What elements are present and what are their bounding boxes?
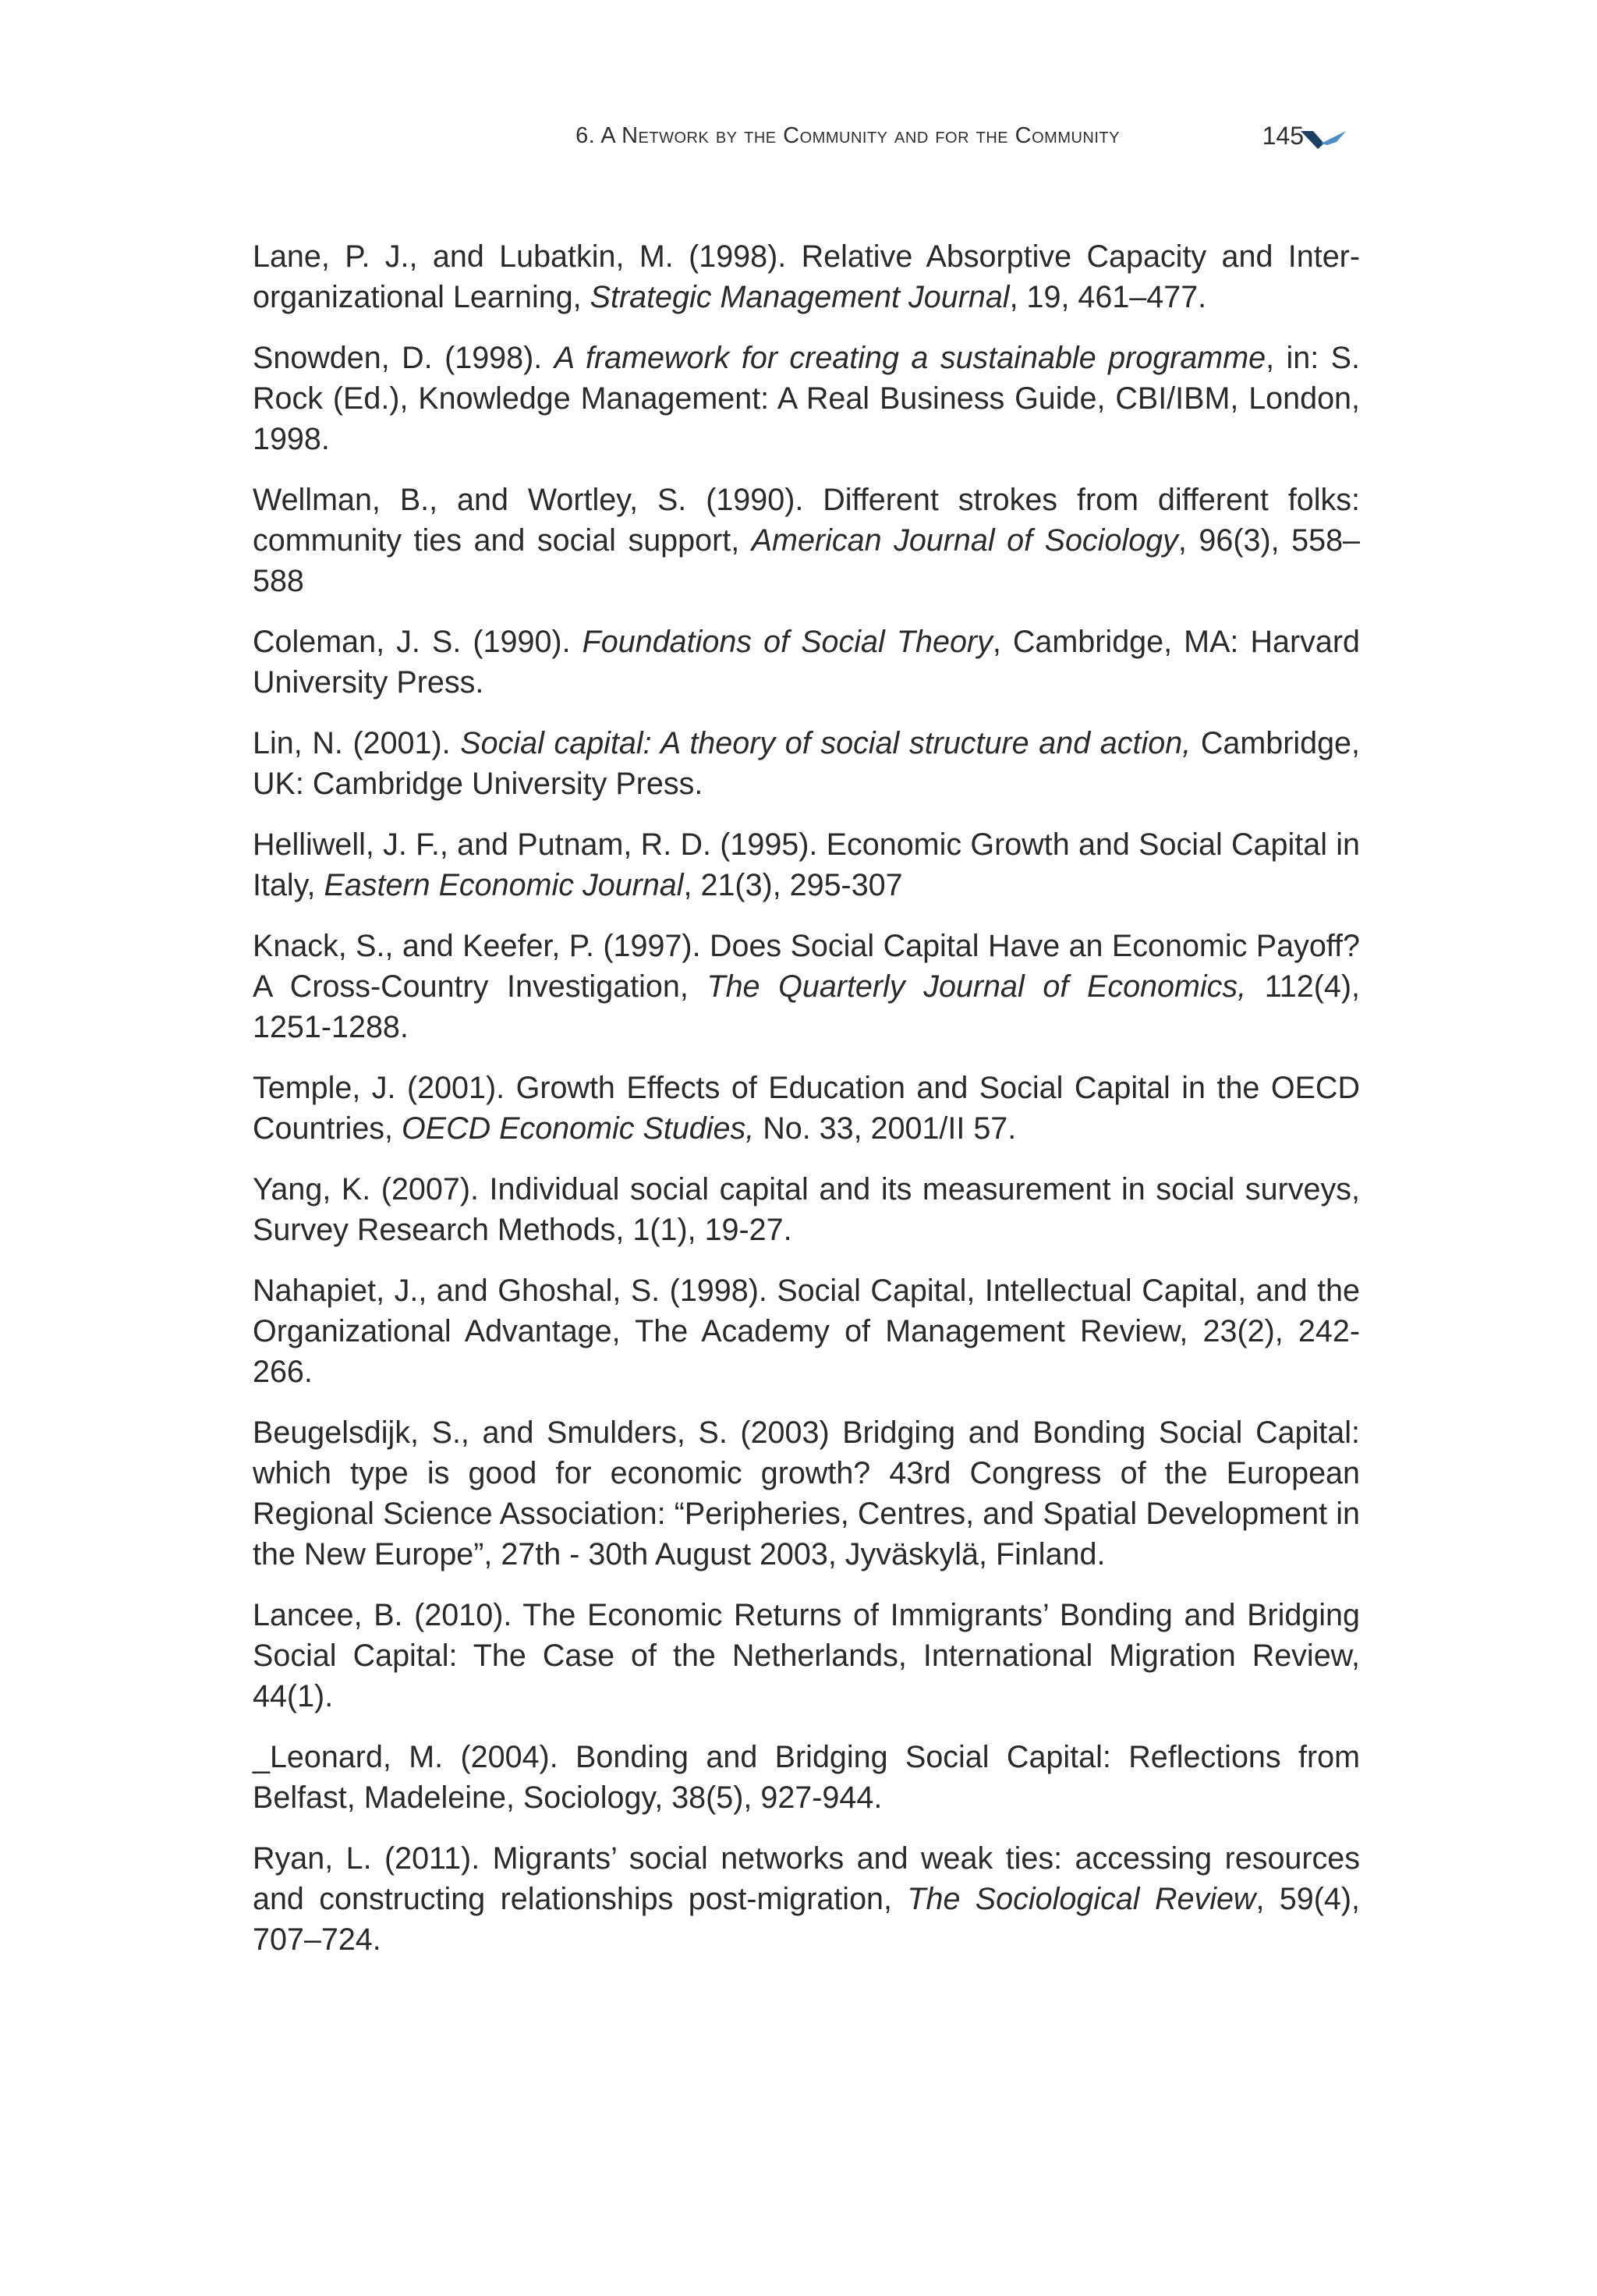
reference-text: Snowden, D. (1998).	[253, 341, 554, 375]
reference-source-title: Eastern Economic Journal	[324, 868, 684, 902]
reference-details: , 96(3), 558–588	[253, 523, 1360, 598]
reference-text: Coleman, J. S. (1990).	[253, 625, 582, 659]
reference-entry	[253, 1737, 1360, 1818]
reference-source-title: The Sociological Review	[907, 1882, 1256, 1916]
reference-text: Temple, J. (2001). Growth Effects of Education and Social Capital in the OECD Countries,	[253, 1071, 1360, 1146]
page-number: 145	[1262, 122, 1304, 150]
reference-details: , Cambridge, MA: Harvard University Press.	[253, 625, 1360, 700]
publisher-logo-icon	[1301, 128, 1347, 151]
reference-text: Helliwell, J. F., and Putnam, R. D. (1995). Economic Growth and Social Capital in Italy,	[253, 827, 1360, 902]
reference-entry	[253, 1068, 1360, 1149]
reference-details: , 21(3), 295-307	[683, 868, 903, 902]
reference-entry	[253, 338, 1360, 459]
reference-entry	[253, 1595, 1360, 1717]
logo-light-wing	[1321, 131, 1346, 145]
reference-entry	[253, 926, 1360, 1047]
reference-list	[253, 236, 1360, 1980]
reference-entry	[253, 1270, 1360, 1392]
reference-entry	[253, 480, 1360, 601]
reference-entry	[253, 622, 1360, 703]
reference-details: , 19, 461–477.	[1009, 280, 1207, 314]
reference-source-title: Foundations of Social Theory	[582, 625, 993, 659]
reference-text: Beugelsdijk, S., and Smulders, S. (2003) Bridging and Bonding Social Capital: which type is good for economic growth? 43rd Congress of the European Regional Science Association: “Peripheries, Centres, and Spatial Development in the New Europe”, 27th - 30th August 2003, Jyväskylä, Finland.	[253, 1416, 1360, 1571]
reference-text: Lancee, B. (2010). The Economic Returns of Immigrants’ Bonding and Bridging Social Capital: The Case of the Netherlands, International Migration Review, 44(1).	[253, 1598, 1360, 1713]
reference-entry	[253, 236, 1360, 317]
running-header	[0, 117, 1347, 164]
reference-source-title: A framework for creating a sustainable programme	[554, 341, 1266, 375]
reference-entry	[253, 1412, 1360, 1575]
reference-details: 112(4), 1251-1288.	[253, 969, 1360, 1044]
reference-details: Cambridge, UK: Cambridge University Press.	[253, 726, 1360, 801]
reference-source-title: Social capital: A theory of social structure and action,	[460, 726, 1192, 760]
reference-entry	[253, 1169, 1360, 1250]
reference-details: No. 33, 2001/II 57.	[754, 1111, 1017, 1146]
reference-text: Yang, K. (2007). Individual social capital and its measurement in social surveys, Survey Research Methods, 1(1), 19-27.	[253, 1172, 1360, 1247]
logo-dark-chevron	[1301, 131, 1324, 149]
reference-entry	[253, 1838, 1360, 1960]
reference-details: , 59(4), 707–724.	[253, 1882, 1360, 1957]
reference-source-title: American Journal of Sociology	[751, 523, 1178, 558]
reference-entry	[253, 824, 1360, 905]
running-title: 6. A Network by the Community and for the Community	[575, 123, 1120, 148]
reference-source-title: OECD Economic Studies,	[402, 1111, 755, 1146]
reference-text: _Leonard, M. (2004). Bonding and Bridging Social Capital: Reflections from Belfast, Madeleine, Sociology, 38(5), 927-944.	[253, 1740, 1360, 1815]
reference-text: Lin, N. (2001).	[253, 726, 461, 760]
reference-text: Lane, P. J., and Lubatkin, M. (1998). Relative Absorptive Capacity and Inter-organizational Learning,	[253, 239, 1360, 314]
reference-text: Nahapiet, J., and Ghoshal, S. (1998). Social Capital, Intellectual Capital, and the Organizational Advantage, The Academy of Management Review, 23(2), 242-266.	[253, 1274, 1360, 1389]
reference-text: Ryan, L. (2011). Migrants’ social networks and weak ties: accessing resources and constructing relationships post-migration,	[253, 1841, 1360, 1916]
reference-text: Knack, S., and Keefer, P. (1997). Does Social Capital Have an Economic Payoff? A Cross-Country Investigation,	[253, 929, 1360, 1004]
reference-source-title: Strategic Management Journal	[590, 280, 1010, 314]
reference-source-title: The Quarterly Journal of Economics,	[706, 969, 1247, 1004]
reference-entry	[253, 723, 1360, 804]
reference-text: Wellman, B., and Wortley, S. (1990). Different strokes from different folks: community ties and social support,	[253, 483, 1360, 558]
reference-details: , in: S. Rock (Ed.), Knowledge Management: A Real Business Guide, CBI/IBM, London, 1998.	[253, 341, 1361, 456]
